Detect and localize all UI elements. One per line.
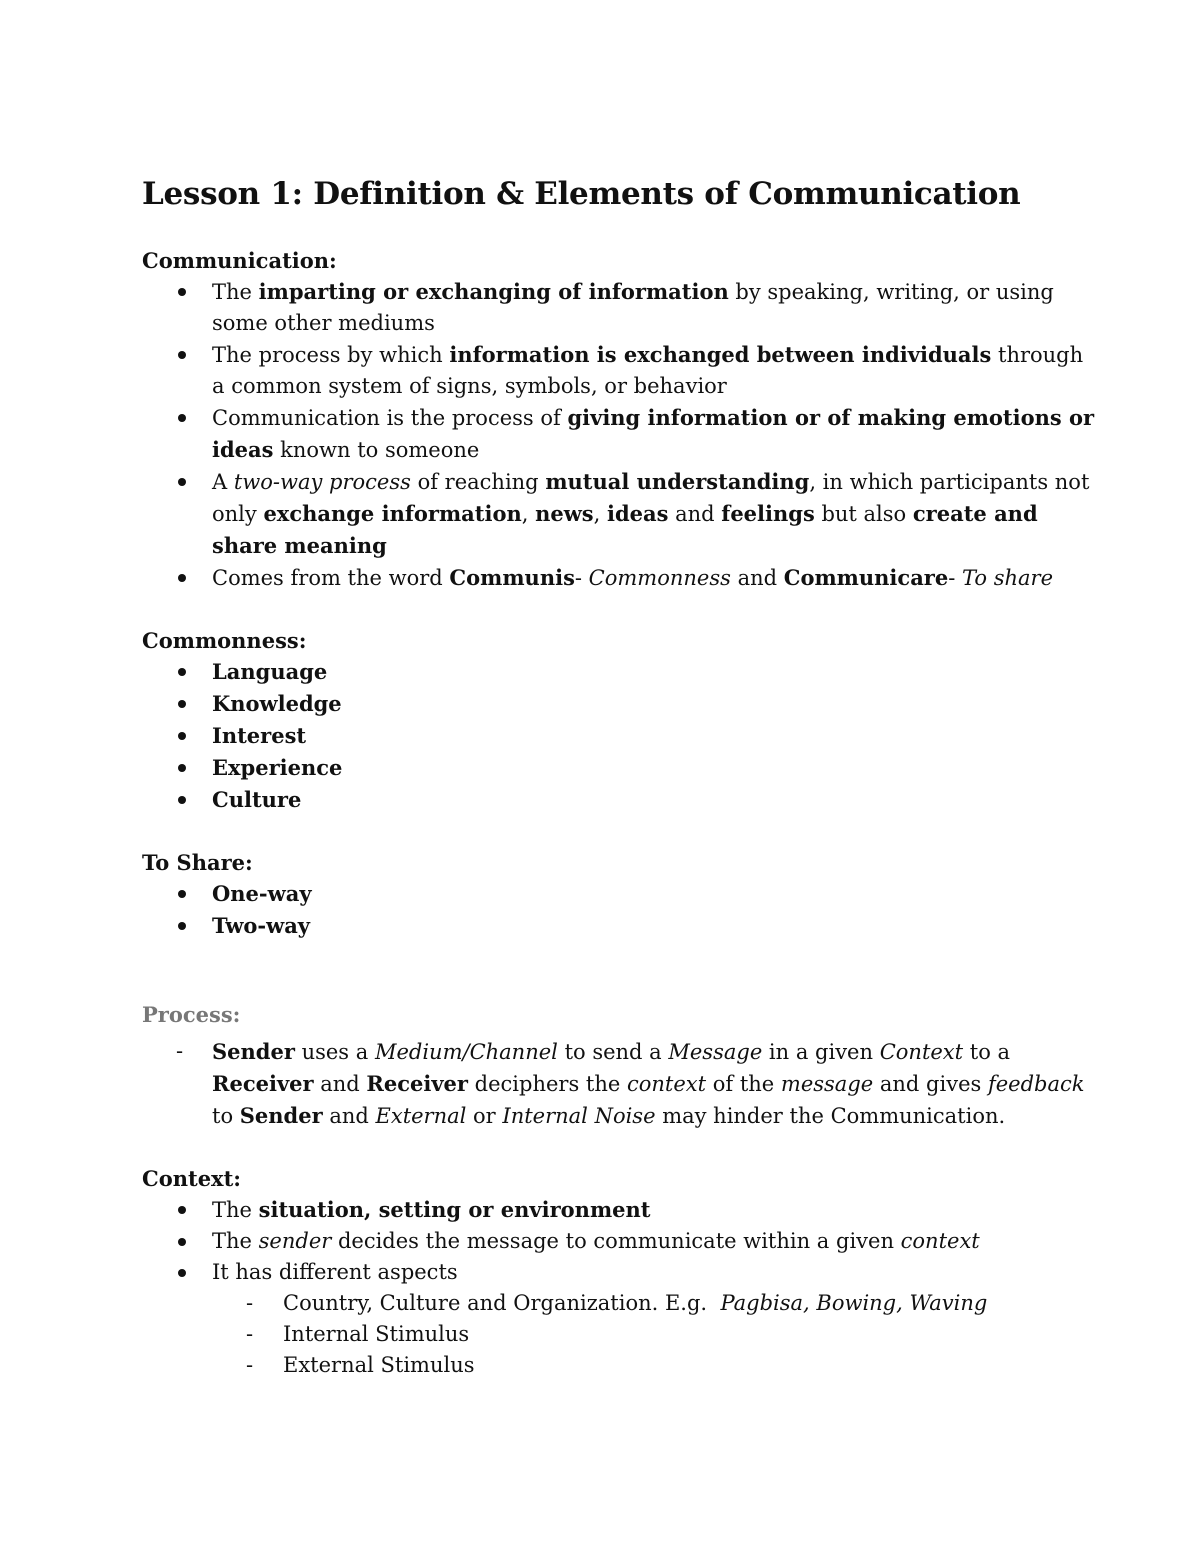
- list-item: Interest: [142, 720, 1102, 752]
- list-item: The sender decides the message to communicate within a given context: [142, 1226, 1102, 1257]
- process-heading: Process:: [142, 1002, 241, 1027]
- bullet-icon: [178, 890, 186, 898]
- list-item: Knowledge: [142, 688, 1102, 720]
- list-item: The process by which information is exchanged between individuals through a common system of signs, symbols, or behavior: [142, 339, 1102, 402]
- commonness-section: [142, 625, 1102, 816]
- list-item: - Internal Stimulus: [142, 1319, 1102, 1350]
- bullet-icon: [178, 1269, 186, 1277]
- to-share-section: [142, 847, 1102, 942]
- list-item: Two-way: [142, 910, 1102, 942]
- process-list: [142, 1036, 1102, 1132]
- context-section: [142, 1163, 1102, 1381]
- bullet-icon: [178, 764, 186, 772]
- bullet-icon: [178, 1238, 186, 1246]
- commonness-list: [142, 656, 1102, 816]
- bullet-icon: [178, 351, 186, 359]
- to-share-list: [142, 878, 1102, 942]
- bullet-icon: [178, 796, 186, 804]
- bullet-icon: [178, 668, 186, 676]
- dash-marker: -: [246, 1353, 254, 1377]
- process-section: [142, 999, 1102, 1132]
- bullet-icon: [178, 700, 186, 708]
- list-item: The situation, setting or environment: [142, 1194, 1102, 1226]
- list-item: Comes from the word Communis- Commonness and Communicare- To share: [142, 562, 1102, 594]
- list-item: Experience: [142, 752, 1102, 784]
- list-item: Culture: [142, 784, 1102, 816]
- document-page: [142, 170, 1102, 1381]
- communication-list: [142, 276, 1102, 594]
- dash-marker: -: [246, 1291, 254, 1315]
- bullet-icon: [178, 414, 186, 422]
- list-item: One-way: [142, 878, 1102, 910]
- context-heading: Context:: [142, 1166, 242, 1191]
- bullet-icon: [178, 1206, 186, 1214]
- bullet-icon: [178, 574, 186, 582]
- dash-marker: -: [176, 1039, 184, 1063]
- bullet-icon: [178, 478, 186, 486]
- list-item: Language: [142, 656, 1102, 688]
- page-title: Lesson 1: Definition & Elements of Communication: [142, 176, 1021, 212]
- context-aspects-list: [142, 1288, 1102, 1381]
- bullet-icon: [178, 288, 186, 296]
- dash-marker: -: [246, 1322, 254, 1346]
- communication-section: [142, 245, 1102, 594]
- to-share-heading: To Share:: [142, 850, 253, 875]
- list-item: It has different aspects: [142, 1257, 1102, 1288]
- list-item: - Country, Culture and Organization. E.g. Pagbisa, Bowing, Waving: [142, 1288, 1102, 1319]
- list-item: - Sender uses a Medium/Channel to send a Message in a given Context to a Receiver and Receiver deciphers the context of the message and gives feedback to Sender and External or Internal Noise may hinder the Communication.: [142, 1036, 1102, 1132]
- bullet-icon: [178, 732, 186, 740]
- commonness-heading: Commonness:: [142, 628, 307, 653]
- list-item: Communication is the process of giving information or of making emotions or ideas known to someone: [142, 402, 1102, 466]
- list-item: The imparting or exchanging of information by speaking, writing, or using some other mediums: [142, 276, 1102, 339]
- list-item: - External Stimulus: [142, 1350, 1102, 1381]
- bullet-icon: [178, 922, 186, 930]
- list-item: A two-way process of reaching mutual understanding, in which participants not only exchange information, news, ideas and feelings but also create and share meaning: [142, 466, 1102, 562]
- communication-heading: Communication:: [142, 248, 337, 273]
- context-list: [142, 1194, 1102, 1288]
